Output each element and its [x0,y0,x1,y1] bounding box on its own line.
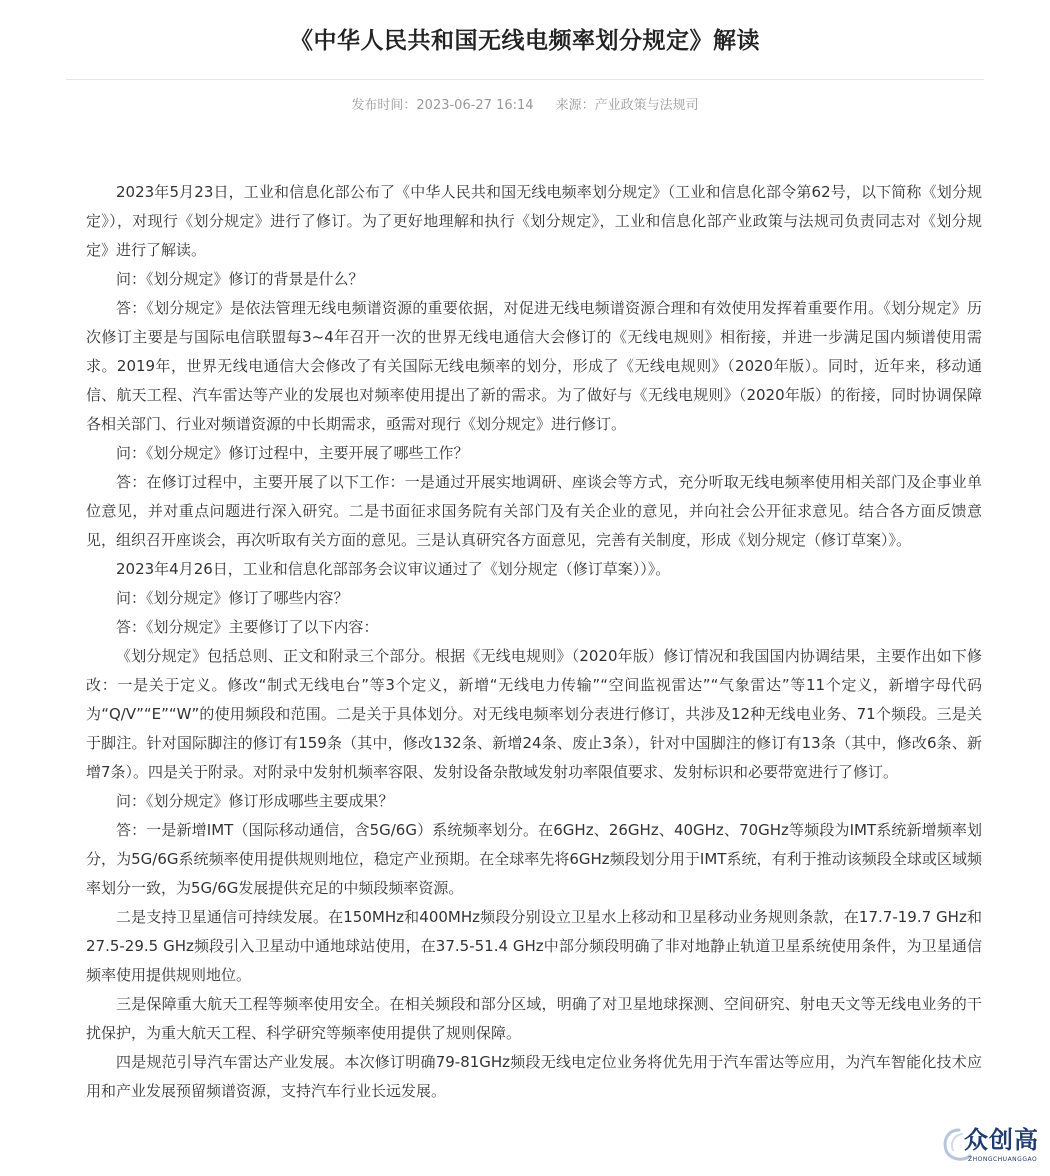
watermark-subtext: ZHONGCHUANGGAO [968,1156,1038,1163]
watermark-logo [934,1124,1044,1170]
paragraph: 答：一是新增IMT（国际移动通信，含5G/6G）系统频率划分。在6GHz、26GHz、40GHz、70GHz等频段为IMT系统新增频率划分，为5G/6G系统频率使用提供规则地位，稳定产业预期。在全球率先将6GHz频段划分用于IMT系统，有利于推动该频段全球或区域频率划分一致，为5G/6G发展提供充足的中频段频率资源。 [86,821,982,897]
paragraph: 2023年4月26日，工业和信息化部部务会议审议通过了《划分规定（修订草案））》。 [116,560,671,578]
article-meta [0,96,1050,116]
paragraph: 答：在修订过程中，主要开展了以下工作：一是通过开展实地调研、座谈会等方式，充分听取无线电频率使用相关部门及企事业单位意见，并对重点问题进行深入研究。二是书面征求国务院有关部门及有关企业的意见，并向社会公开征求意见。结合各方面反馈意见，组织召开座谈会，再次听取有关方面的意见。三是认真研究各方面意见，完善有关制度，形成《划分规定（修订草案）》。 [86,473,982,549]
paragraph: 问：《划分规定》修订形成哪些主要成果？ [116,792,394,810]
article-body [86,178,982,1106]
paragraph: 三是保障重大航天工程等频率使用安全。在相关频段和部分区域，明确了对卫星地球探测、空间研究、射电天文等无线电业务的干扰保护，为重大航天工程、科学研究等频率使用提供了规则保障。 [86,995,982,1042]
paragraph: 2023年5月23日，工业和信息化部公布了《中华人民共和国无线电频率划分规定》（工业和信息化部令第62号，以下简称《划分规定》），对现行《划分规定》进行了修订。为了更好地理解和执行《划分规定》，工业和信息化部产业政策与法规司负责同志对《划分规定》进行了解读。 [86,183,982,259]
publish-time-label: 发布时间： [351,98,417,113]
page-title: 《中华人民共和国无线电频率划分规定》解读 [290,28,760,54]
source-label: 来源： [555,98,595,113]
paragraph: 问：《划分规定》修订过程中，主要开展了哪些工作？ [116,444,469,462]
paragraph: 问：《划分规定》修订了哪些内容？ [116,589,349,607]
watermark-text: 众创高 [964,1126,1039,1154]
source-link[interactable]: 产业政策与法规司 [594,98,699,113]
publish-time: 2023-06-27 16:14 [416,98,534,113]
paragraph: 二是支持卫星通信可持续发展。在150MHz和400MHz频段分别设立卫星水上移动和卫星移动业务规则条款，在17.7-19.7 GHz和27.5-29.5 GHz频段引入卫星动中通地球站使用，在37.5-51.4 GHz中部分频段明确了非对地静止轨道卫星系统使用条件，为卫星通信频率使用提供规则地位。 [86,908,982,984]
paragraph: 《划分规定》包括总则、正文和附录三个部分。根据《无线电规则》（2020年版）修订情况和我国国内协调结果，主要作出如下修改：一是关于定义。修改“制式无线电台”等3个定义，新增“无线电力传输”“空间监视雷达”“气象雷达”等11个定义，新增字母代码为“Q/V”“E”“W”的使用频段和范围。二是关于具体划分。对无线电频率划分表进行修订，共涉及12种无线电业务、71个频段。三是关于脚注。针对国际脚注的修订有159条（其中，修改132条、新增24条、废止3条），针对中国脚注的修订有13条（其中，修改6条、新增7条）。四是关于附录。对附录中发射机频率容限、发射设备杂散域发射功率限值要求、发射标识和必要带宽进行了修订。 [86,647,982,781]
title-divider [66,79,984,80]
paragraph: 答：《划分规定》主要修订了以下内容： [116,618,379,636]
paragraph: 四是规范引导汽车雷达产业发展。本次修订明确79-81GHz频段无线电定位业务将优先用于汽车雷达等应用，为汽车智能化技术应用和产业发展预留频谱资源，支持汽车行业长远发展。 [86,1053,982,1100]
paragraph: 问：《划分规定》修订的背景是什么？ [116,270,364,288]
paragraph: 答：《划分规定》是依法管理无线电频谱资源的重要依据，对促进无线电频谱资源合理和有效使用发挥着重要作用。《划分规定》历次修订主要是与国际电信联盟每3~4年召开一次的世界无线电通信大会修订的《无线电规则》相衔接，并进一步满足国内频谱使用需求。2019年，世界无线电通信大会修改了有关国际无线电频率的划分，形成了《无线电规则》（2020年版）。同时，近年来，移动通信、航天工程、汽车雷达等产业的发展也对频率使用提出了新的需求。为了做好与《无线电规则》（2020年版）的衔接，同时协调保障各相关部门、行业对频谱资源的中长期需求，亟需对现行《划分规定》进行修订。 [86,299,982,433]
